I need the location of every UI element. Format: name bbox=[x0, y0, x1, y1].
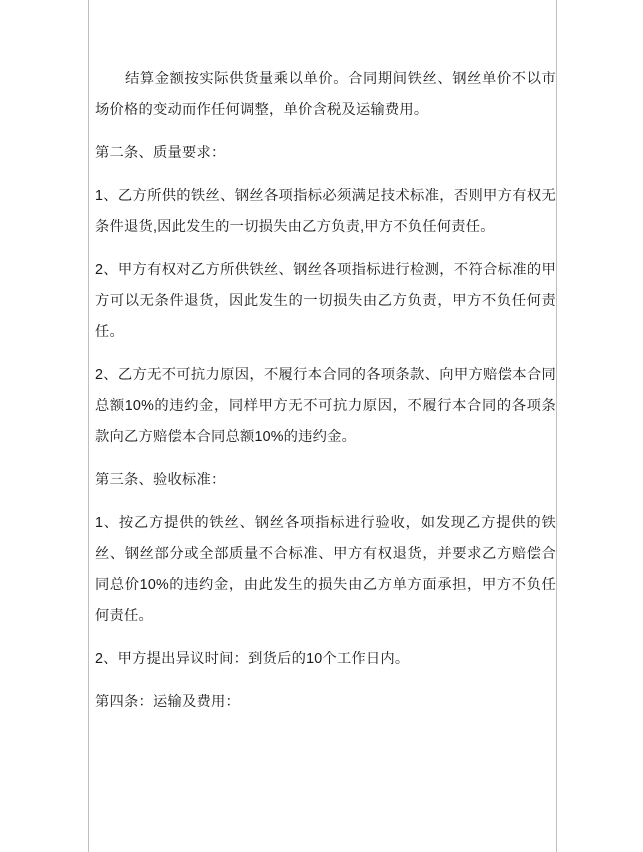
paragraph-2-2: 2、甲方有权对乙方所供铁丝、钢丝各项指标进行检测，不符合标准的甲方可以无条件退货，因此发生的一切损失由乙方负责，甲方不负任何责任。 bbox=[95, 262, 556, 340]
paragraph-3-2: 2、甲方提出异议时间：到货后的10个工作日内。 bbox=[95, 651, 410, 667]
paragraph-2-1: 1、乙方所供的铁丝、钢丝各项指标必须满足技术标准，否则甲方有权无条件退货,因此发生的一切损失由乙方负责,甲方不负任何责任。 bbox=[95, 188, 556, 235]
left-margin-guide bbox=[88, 0, 89, 852]
paragraph-3-1: 1、按乙方提供的铁丝、钢丝各项指标进行验收，如发现乙方提供的铁丝、钢丝部分或全部质量不合标准、甲方有权退货，并要求乙方赔偿合同总价10%的违约金，由此发生的损失由乙方单方面承担，甲方不负任何责任。 bbox=[95, 515, 556, 624]
document-body bbox=[95, 64, 556, 730]
paragraph-settlement-amount: 结算金额按实际供货量乘以单价。合同期间铁丝、钢丝单价不以市场价格的变动而作任何调整，单价含税及运输费用。 bbox=[95, 71, 556, 118]
right-margin-guide bbox=[556, 0, 557, 852]
heading-article-2: 第二条、质量要求： bbox=[95, 145, 226, 161]
heading-article-3: 第三条、验收标准： bbox=[95, 472, 226, 488]
paragraph-2-3: 2、乙方无不可抗力原因，不履行本合同的各项条款、向甲方赔偿本合同总额10%的违约金，同样甲方无不可抗力原因，不履行本合同的各项条款向乙方赔偿本合同总额10%的违约金。 bbox=[95, 367, 556, 445]
heading-article-4: 第四条：运输及费用： bbox=[95, 694, 240, 710]
